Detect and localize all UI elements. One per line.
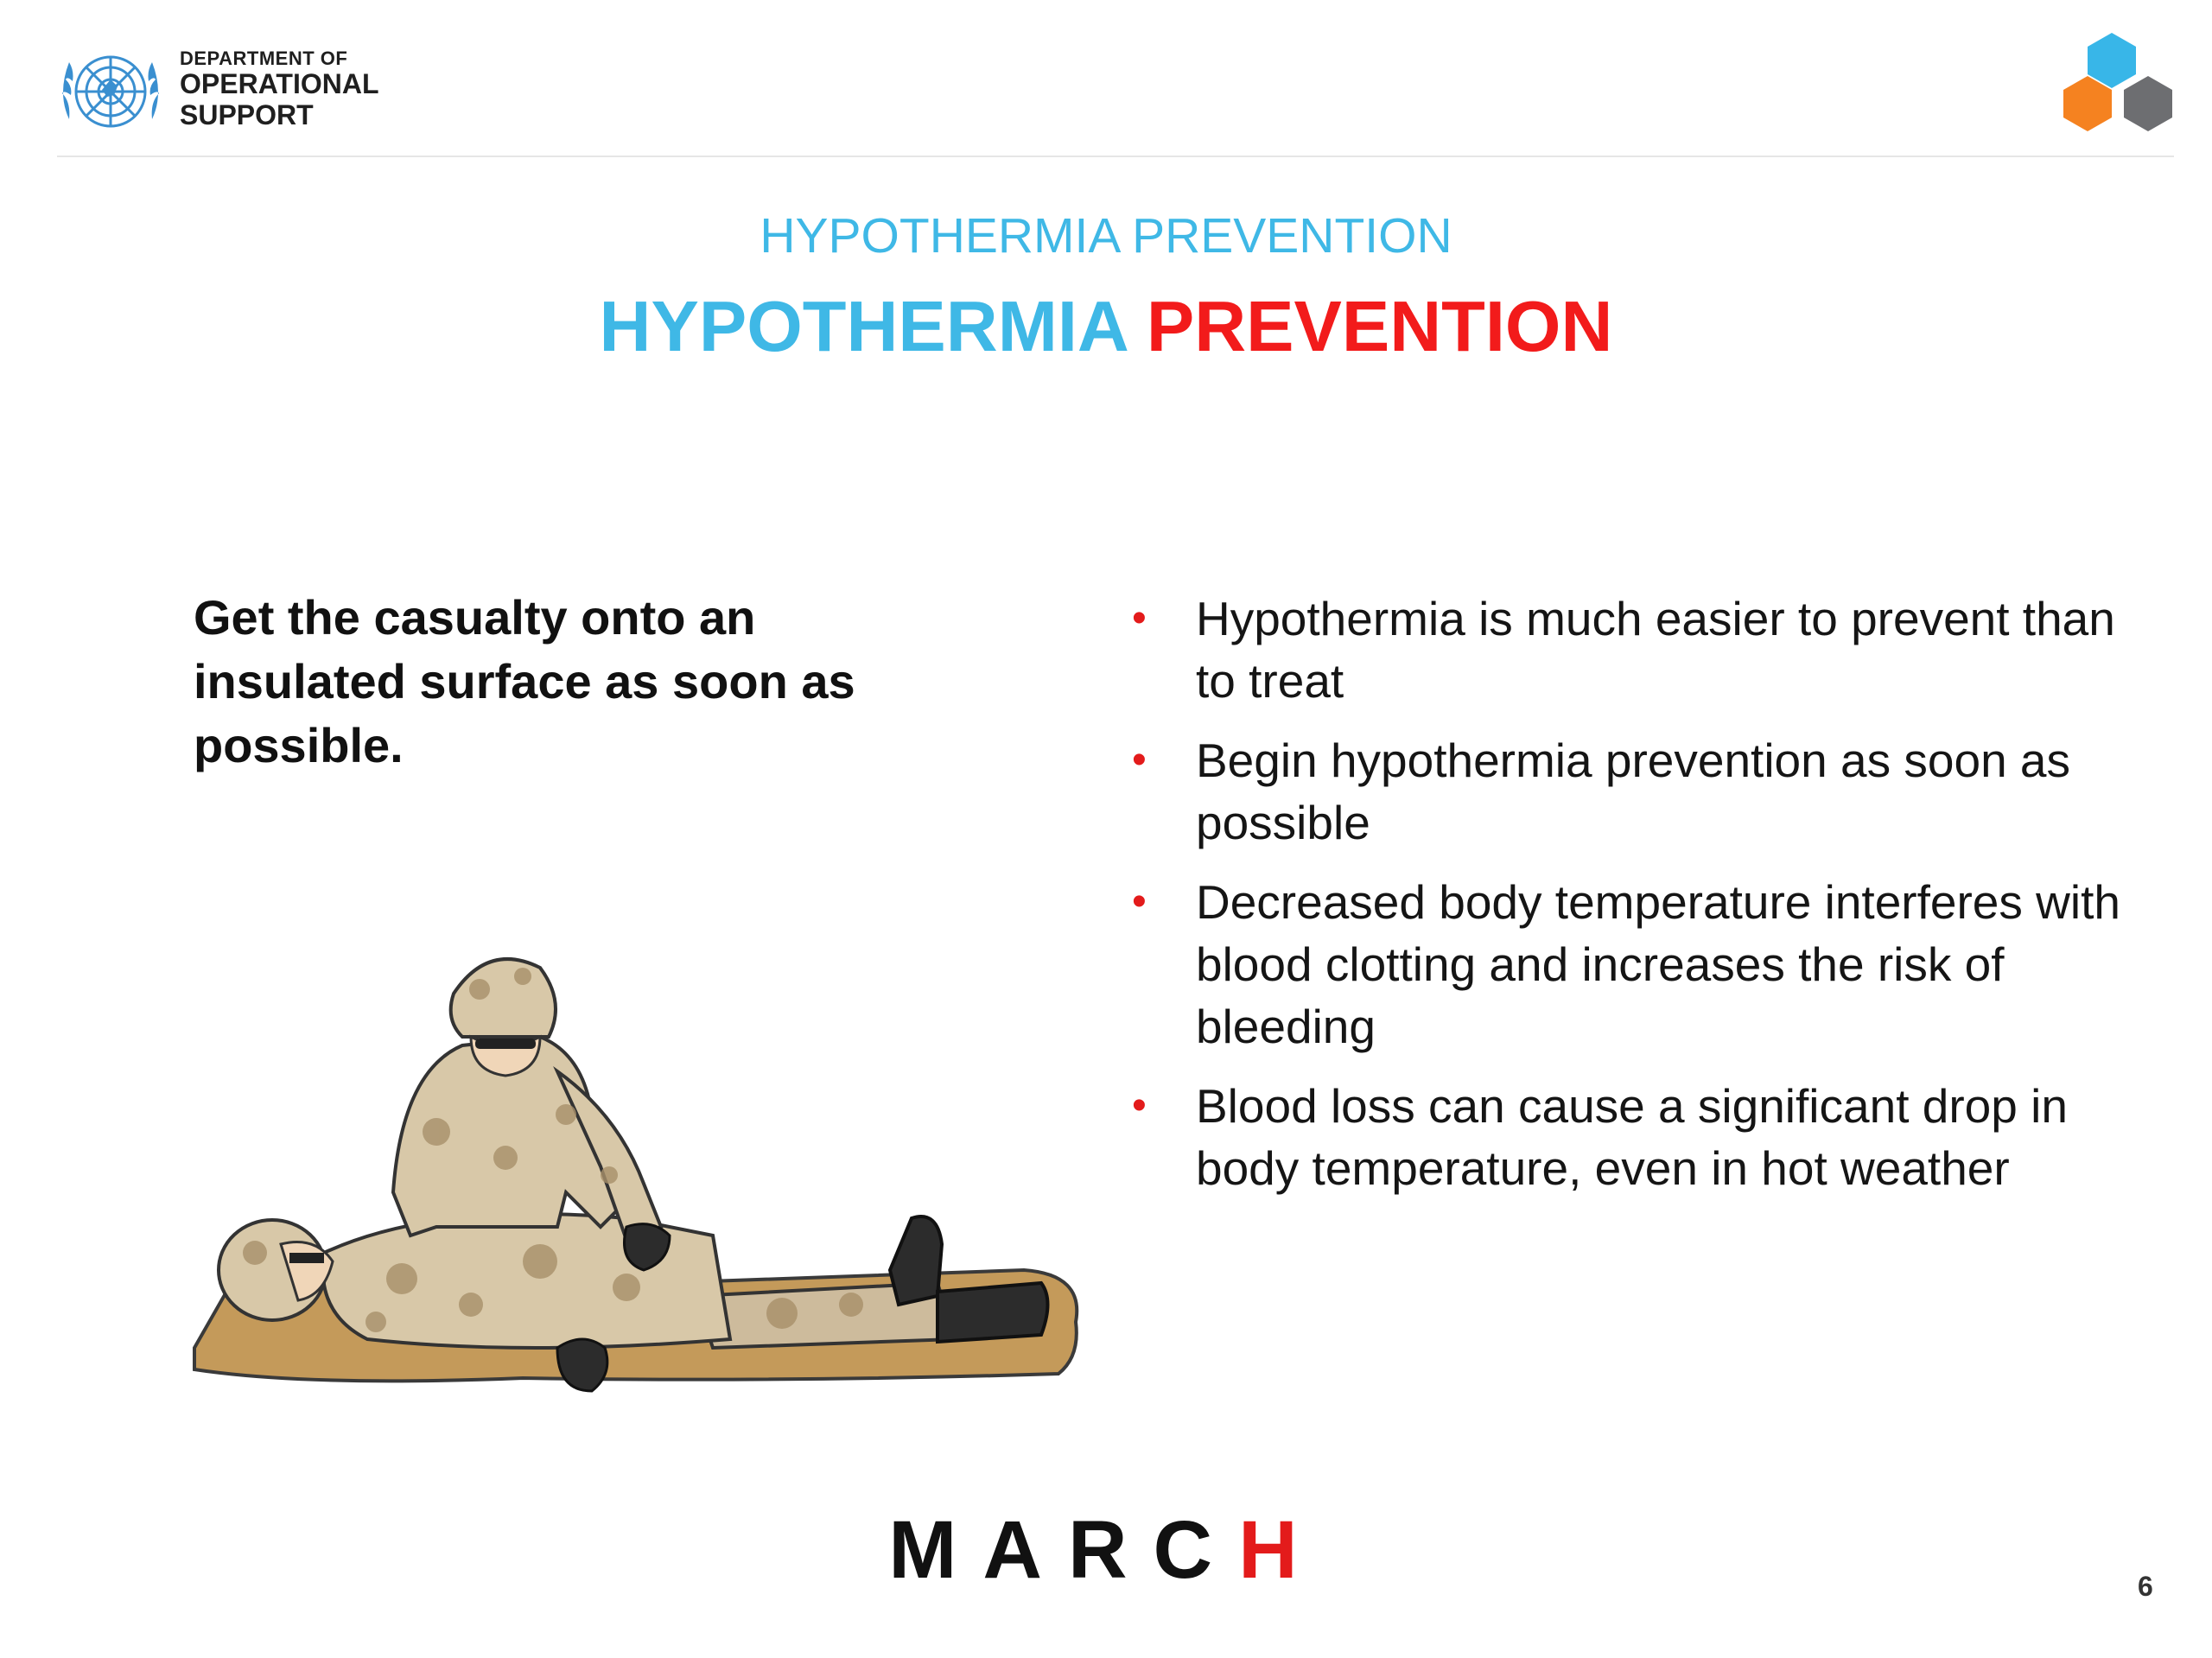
bullet-text: Begin hypothermia prevention as soon as possible: [1196, 734, 2071, 849]
title-part-blue: HYPOTHERMIA: [599, 286, 1127, 366]
lead-instruction: Get the casualty onto an insulated surface as soon as possible.: [194, 590, 855, 772]
slide-title: [0, 285, 2212, 368]
bullet-text: Hypothermia is much easier to prevent than to treat: [1196, 592, 2115, 708]
bullet-text: Blood loss can cause a significant drop in body temperature, even in hot weather: [1196, 1079, 2068, 1195]
bullet-dot-icon: •: [1132, 1083, 1147, 1128]
department-logo-text: [180, 48, 379, 130]
casualty-illustration: [177, 942, 1093, 1426]
logo-line-2: OPERATIONAL: [180, 68, 379, 100]
bullet-list: [1123, 588, 2126, 1217]
hexagon-logo-icon: [2058, 33, 2179, 145]
bullet-text: Decreased body temperature interferes with blood clotting and increases the risk of bleeding: [1196, 875, 2120, 1053]
bullet-dot-icon: •: [1132, 737, 1147, 783]
slide-subtitle: HYPOTHERMIA PREVENTION: [760, 208, 1452, 264]
bullet-item: [1123, 588, 2126, 712]
bullet-dot-icon: •: [1132, 595, 1147, 641]
bullet-item: [1123, 729, 2126, 854]
un-emblem-icon: [54, 41, 168, 142]
logo-line-3: SUPPORT: [180, 98, 314, 130]
march-acronym: [0, 1503, 2212, 1598]
bullet-item: [1123, 871, 2126, 1058]
logo-line-1: DEPARTMENT OF: [180, 48, 348, 69]
bullet-item: [1123, 1075, 2126, 1199]
march-highlight: H: [1238, 1504, 1324, 1596]
title-part-red: PREVENTION: [1146, 286, 1613, 366]
march-prefix: MARC: [888, 1504, 1239, 1596]
bullet-dot-icon: •: [1132, 879, 1147, 924]
page-number: 6: [2138, 1571, 2153, 1602]
header-divider: [57, 156, 2174, 157]
